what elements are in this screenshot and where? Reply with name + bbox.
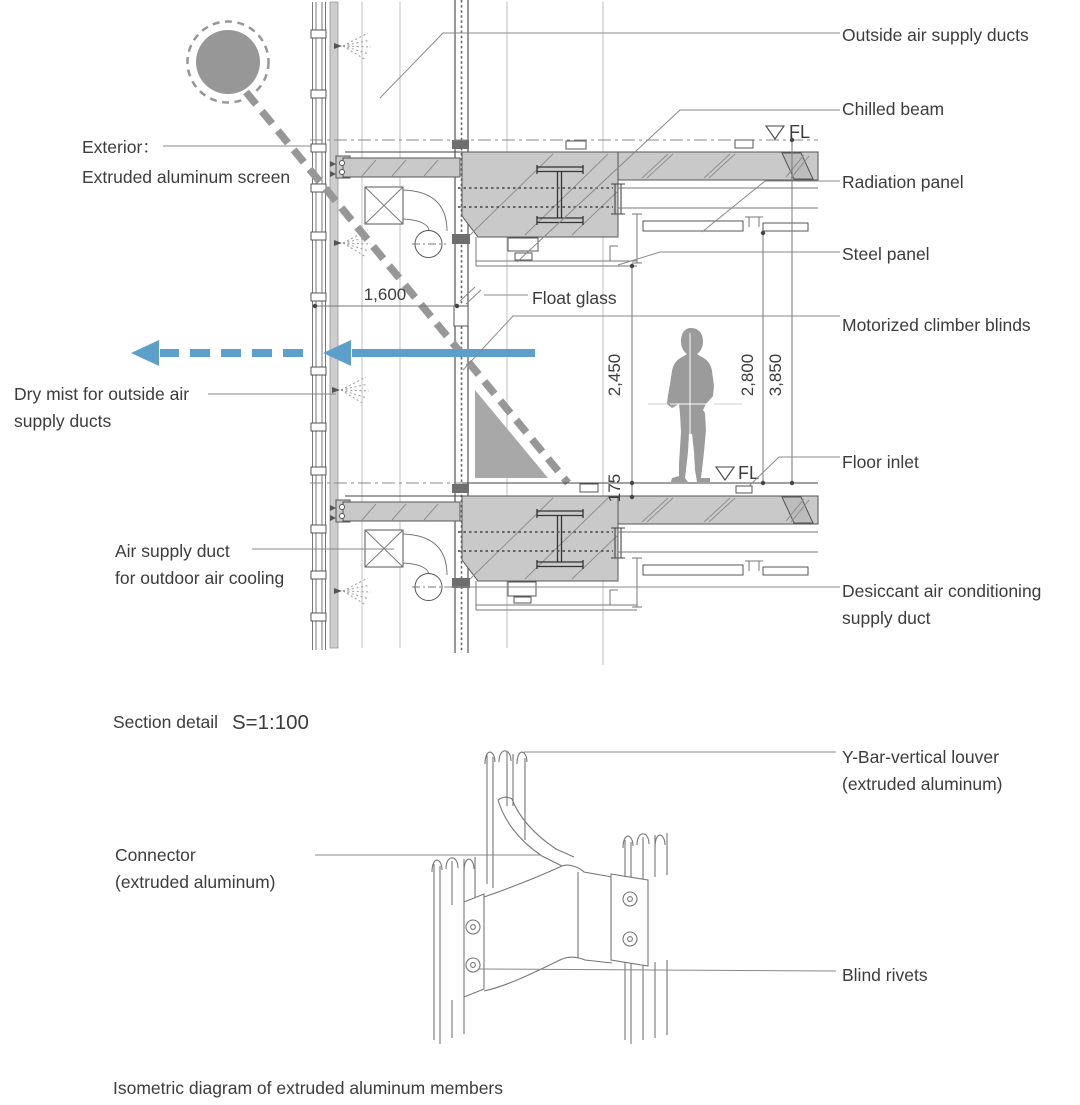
isometric-leader-lines	[315, 752, 836, 971]
human-figure	[667, 328, 714, 482]
caption-section-scale: S=1:100	[232, 711, 309, 734]
label-air-supply-duct-2: for outdoor air cooling	[115, 568, 285, 588]
fl-marker-upper: FL	[789, 122, 811, 142]
label-blind-rivets: Blind rivets	[842, 965, 928, 985]
label-radiation-panel: Radiation panel	[842, 172, 964, 192]
dim-glass-height: 2,450	[605, 353, 624, 397]
section-detail-drawing	[14, 0, 1041, 734]
caption-isometric: Isometric diagram of extruded aluminum members	[113, 1078, 504, 1098]
screen-connector-clips	[311, 30, 326, 621]
lower-floor-assembly	[310, 483, 818, 610]
dim-floor-to-floor: 3,850	[766, 353, 785, 397]
label-steel-panel: Steel panel	[842, 244, 930, 264]
label-chilled-beam: Chilled beam	[842, 99, 945, 119]
fl-marker-lower: FL	[738, 463, 760, 483]
isometric-labels	[115, 747, 1002, 985]
label-ybar-2: (extruded aluminum)	[842, 774, 1003, 794]
label-outside-air-supply-ducts: Outside air supply ducts	[842, 25, 1029, 45]
label-float-glass: Float glass	[532, 288, 617, 308]
caption-section-detail: Section detail	[113, 712, 219, 732]
sun-ray-dashed-line	[246, 92, 568, 483]
dim-ceiling-height: 2,800	[738, 353, 757, 397]
connector-bracket	[464, 797, 648, 997]
label-dry-mist-2: supply ducts	[14, 411, 112, 431]
label-dry-mist-1: Dry mist for outside air	[14, 384, 190, 404]
label-connector-1: Connector	[115, 845, 196, 865]
label-motorized-climber-blinds: Motorized climber blinds	[842, 315, 1031, 335]
label-desiccant-2: supply duct	[842, 608, 931, 628]
label-ybar-1: Y-Bar-vertical louver	[842, 747, 999, 767]
shadow-triangle	[475, 390, 548, 478]
dim-raised-floor: 175	[605, 473, 624, 503]
dim-bay-width: 1,600	[363, 285, 407, 304]
section-caption	[113, 711, 309, 734]
label-extruded-aluminum-screen: Extruded aluminum screen	[82, 167, 291, 187]
desiccant-supply-unit	[508, 582, 536, 603]
sun-icon	[188, 22, 269, 103]
label-exterior: Exterior：	[82, 137, 160, 157]
label-air-supply-duct-1: Air supply duct	[115, 541, 230, 561]
label-desiccant-1: Desiccant air conditioning	[842, 581, 1042, 601]
isometric-diagram	[113, 747, 1002, 1098]
upper-floor-assembly	[310, 140, 818, 266]
extruded-aluminum-screen	[311, 2, 338, 650]
label-connector-2: (extruded aluminum)	[115, 872, 276, 892]
label-floor-inlet: Floor inlet	[842, 452, 919, 472]
air-duct-box	[365, 187, 403, 224]
